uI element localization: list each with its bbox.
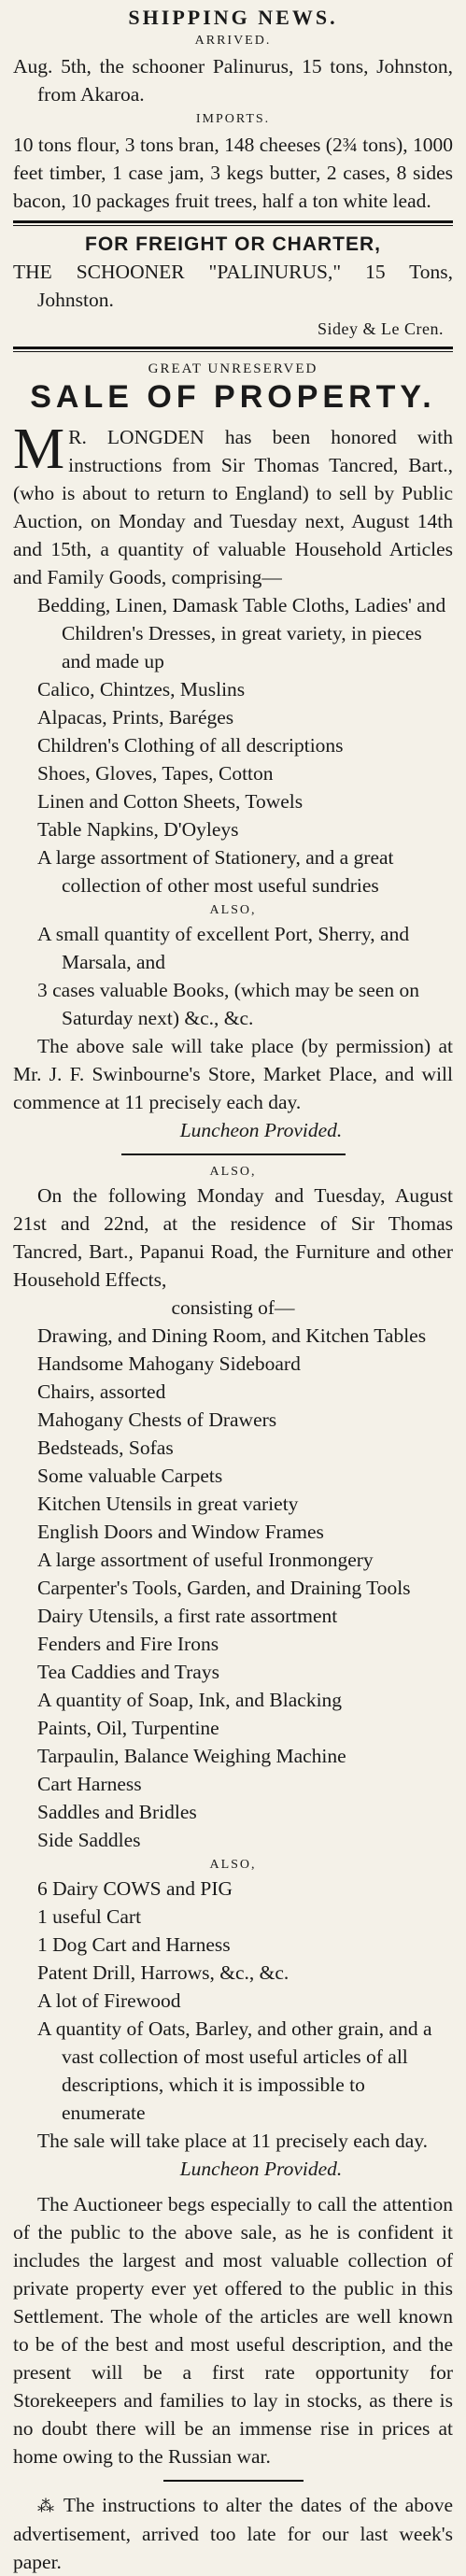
sale-pre-title: GREAT UNRESERVED: [148, 361, 318, 376]
shipping-news-section: [13, 6, 453, 215]
list-item: 1 Dog Cart and Harness: [37, 1933, 231, 1956]
sale-intro-text: R. LONGDEN has been honored with instructions from Sir Thomas Tancred, Bart., (who is about to return to England) to sell by Public Auction, on Monday and Tuesday next, August 14th and 15th, a quantity of valuable Household Articles and Family Goods, comprising—: [13, 426, 453, 588]
list-item: A quantity of Soap, Ink, and Blacking: [37, 1689, 343, 1711]
auctioneer-note: The Auctioneer begs especially to call the attention of the public to the above sale, as he is confident it includes the largest and most valuable collection of private property ever yet offered to the public in this Settlement. The whole of the articles are well known to be of the best and most useful description, and the present will be a first rate opportunity for Storekeepers and families to lay in stocks, as there is no doubt there will be an immense rise in prices at home owing to the Russian war.: [13, 2193, 453, 2468]
asterism-icon: ⁂: [37, 2497, 57, 2515]
list-item: Kitchen Utensils in great variety: [37, 1493, 299, 1515]
list-item: Side Saddles: [37, 1829, 141, 1851]
luncheon-note: Luncheon Provided.: [179, 2158, 343, 2180]
second-sale-section: [13, 1165, 453, 2576]
list-item: A large assortment of useful Ironmongery: [37, 1549, 374, 1571]
also-label: ALSO,: [209, 1165, 257, 1179]
list-item: Some valuable Carpets: [37, 1465, 223, 1487]
list-item: A lot of Firewood: [37, 1989, 181, 2012]
list-item: Tarpaulin, Balance Weighing Machine: [37, 1745, 346, 1767]
freight-title: FOR FREIGHT OR CHARTER,: [85, 234, 381, 255]
list-item: Carpenter's Tools, Garden, and Draining Tools: [37, 1577, 411, 1599]
imports-text: 10 tons flour, 3 tons bran, 148 cheeses (2¾ tons), 1000 feet timber, 1 case jam, 3 kegs butter, 2 cases, 8 sides bacon, 10 packages fruit trees, half a ton white lead.: [13, 134, 453, 212]
section-divider-thin: [13, 225, 453, 226]
second-intro: On the following Monday and Tuesday, August 21st and 22nd, at the residence of Sir Thomas Tancred, Bart., Papanui Road, the Furniture and other Household Effects,: [13, 1184, 453, 1291]
section-divider-thin-2: [13, 351, 453, 352]
list-item: Handsome Mahogany Sideboard: [37, 1352, 301, 1375]
list-item: Table Napkins, D'Oyleys: [37, 818, 239, 841]
list-item: Drawing, and Dining Room, and Kitchen Tables: [37, 1324, 427, 1347]
list-item: A quantity of Oats, Barley, and other grain, and a vast collection of most useful articles of all descriptions, which it is impossible to enumerate: [37, 2017, 432, 2124]
arrived-label: ARRIVED.: [194, 34, 272, 48]
footnote-text: The instructions to alter the dates of the above advertisement, arrived too late for our last week's paper.: [13, 2494, 453, 2573]
section-divider-thick: [13, 220, 453, 223]
list-item: Fenders and Fire Irons: [37, 1633, 219, 1655]
also-label: ALSO,: [209, 1858, 257, 1872]
sale-section: [13, 361, 453, 1144]
freight-section: [13, 234, 453, 339]
freight-body: THE SCHOONER "PALINURUS," 15 Tons, Johnston.: [13, 261, 453, 311]
list-item: Linen and Cotton Sheets, Towels: [37, 790, 304, 813]
list-item: Bedsteads, Sofas: [37, 1437, 174, 1459]
section-divider-thick-2: [13, 347, 453, 349]
second-items-list: [13, 1322, 453, 1854]
list-item: Cart Harness: [37, 1773, 142, 1795]
list-item: Saddles and Bridles: [37, 1801, 197, 1823]
list-item: Children's Clothing of all descriptions: [37, 734, 344, 757]
luncheon-note: Luncheon Provided.: [179, 1119, 343, 1141]
list-item: Shoes, Gloves, Tapes, Cotton: [37, 762, 274, 785]
list-item: Patent Drill, Harrows, &c., &c.: [37, 1961, 289, 1984]
imports-label: IMPORTS.: [195, 112, 271, 126]
list-item: Paints, Oil, Turpentine: [37, 1717, 219, 1739]
sale-items-list: [13, 591, 453, 899]
list-item: Chairs, assorted: [37, 1380, 166, 1403]
sale-title: SALE OF PROPERTY.: [30, 379, 436, 415]
list-item: Alpacas, Prints, Baréges: [37, 706, 234, 729]
arrived-text: Aug. 5th, the schooner Palinurus, 15 tons, Johnston, from Akaroa.: [13, 55, 453, 106]
list-item: Dairy Utensils, a first rate assortment: [37, 1605, 338, 1627]
list-item: 1 useful Cart: [37, 1905, 142, 1928]
second-closing: The sale will take place at 11 precisely each day.: [37, 2130, 429, 2152]
freight-signature: Sidey & Le Cren.: [318, 319, 444, 338]
also-label: ALSO,: [209, 903, 257, 917]
list-item: Mahogany Chests of Drawers: [37, 1408, 277, 1431]
consisting-label: consisting of—: [171, 1296, 295, 1319]
list-item: English Doors and Window Frames: [37, 1521, 324, 1543]
drop-cap: M: [13, 418, 65, 481]
second-also-list: [13, 1875, 453, 2127]
list-item: Bedding, Linen, Damask Table Cloths, Ladies' and Children's Dresses, in great variety, in pieces and made up: [37, 594, 446, 672]
shipping-news-title: SHIPPING NEWS.: [128, 6, 338, 29]
short-divider: [121, 1154, 346, 1155]
list-item: Calico, Chintzes, Muslins: [37, 678, 246, 701]
list-item: A large assortment of Stationery, and a great collection of other most useful sundries: [37, 846, 394, 897]
footnote: [13, 2491, 453, 2576]
list-item: 3 cases valuable Books, (which may be seen on Saturday next) &c., &c.: [37, 979, 419, 1029]
sale-intro: [13, 418, 453, 591]
short-divider-2: [163, 2480, 304, 2482]
sale-closing: The above sale will take place (by permission) at Mr. J. F. Swinbourne's Store, Market Place, and will commence at 11 precisely each day.: [13, 1035, 453, 1113]
list-item: A small quantity of excellent Port, Sherry, and Marsala, and: [37, 923, 410, 973]
list-item: Tea Caddies and Trays: [37, 1661, 219, 1683]
list-item: 6 Dairy COWS and PIG: [37, 1877, 233, 1900]
